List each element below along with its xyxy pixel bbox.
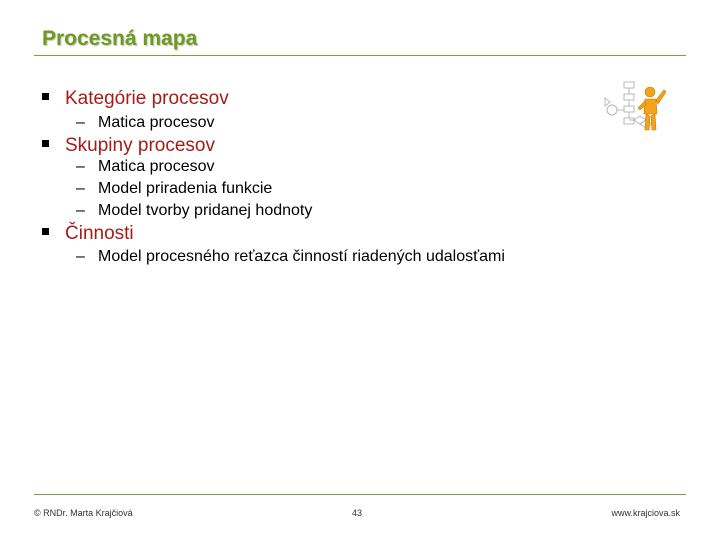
outline-item-2	[42, 135, 215, 157]
outline-item-3-label: Činnosti	[65, 223, 134, 244]
dash-bullet: –	[76, 114, 85, 131]
outline-subitem-2-3-label: Model tvorby pridanej hodnoty	[98, 202, 313, 219]
outline-subitem-2-1	[76, 158, 215, 176]
outline-subitem-2-1-label: Matica procesov	[98, 158, 215, 175]
outline-subitem-3-1	[76, 248, 505, 266]
square-bullet-icon	[42, 93, 49, 100]
footer-website: www.krajciova.sk	[611, 508, 680, 518]
title-rule	[34, 55, 686, 56]
outline-subitem-3-1-label: Model procesného reťazca činností riadených udalosťami	[98, 248, 505, 265]
footer-author: © RNDr. Marta Krajčiová	[34, 508, 133, 518]
outline-subitem-1-1-label: Matica procesov	[98, 114, 215, 131]
outline-item-2-label: Skupiny procesov	[65, 135, 215, 156]
outline-item-1	[42, 88, 229, 110]
dash-bullet: –	[76, 158, 85, 175]
outline-subitem-2-2	[76, 180, 272, 198]
outline-item-1-label: Kategórie procesov	[65, 88, 229, 109]
process-diagram-figure-icon	[600, 80, 672, 141]
footer-rule	[34, 494, 686, 495]
square-bullet-icon	[42, 140, 49, 147]
dash-bullet: –	[76, 202, 85, 219]
outline-subitem-2-3	[76, 202, 312, 220]
slide-title: Procesná mapa	[42, 27, 198, 50]
outline-subitem-2-2-label: Model priradenia funkcie	[98, 180, 273, 197]
square-bullet-icon	[42, 228, 49, 235]
dash-bullet: –	[76, 248, 85, 265]
dash-bullet: –	[76, 180, 85, 197]
page-number: 43	[352, 508, 363, 518]
outline-subitem-1-1	[76, 114, 215, 132]
outline-item-3	[42, 223, 134, 245]
